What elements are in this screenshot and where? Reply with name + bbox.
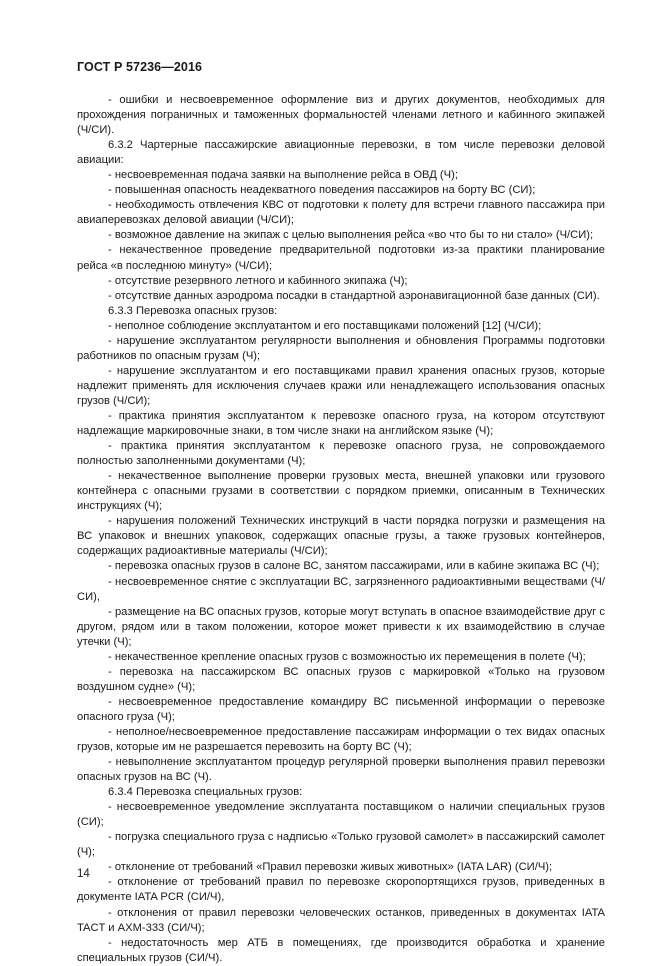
paragraph: - погрузка специального груза с надписью «Только грузовой самолет» в пассажирский самолет (Ч); [77, 831, 605, 859]
paragraph: - отклонение от требований «Правил перевозки живых животных» (IATA LAR) (СИ/Ч); [108, 861, 553, 874]
paragraph: - перевозка опасных грузов в салоне ВС, занятом пассажирами, или в кабине экипажа ВС (Ч); [108, 560, 600, 573]
paragraph: - некачественное крепление опасных грузов с возможностью их перемещения в полете (Ч); [108, 650, 586, 663]
paragraph: - практика принятия эксплуатантом к перевозке опасного груза, на котором отсутствуют надлежащие маркировочные знаки, в том числе знаки на английском языке (Ч); [77, 409, 605, 438]
paragraph: - недостаточность мер АТБ в помещениях, где производится обработка и хранение специальных грузов (СИ/Ч). [77, 936, 605, 964]
document-code-header: ГОСТ Р 57236—2016 [77, 60, 203, 74]
paragraph: - нарушение эксплуатантом и его поставщиками правил хранения опасных грузов, которые надлежит применять для исключения случаев кражи или ненадлежащего использования опасных грузов (Ч/СИ); [77, 364, 605, 407]
paragraph: - перевозка на пассажирском ВС опасных грузов с маркировкой «Только на грузовом воздушном судне» (Ч); [77, 665, 605, 693]
paragraph: - размещение на ВС опасных грузов, которые могут вступать в опасное взаимодействие друг с другом, рядом или в таком положении, которое может привести к их взаимодействию в случае утечки (Ч); [77, 605, 605, 648]
paragraph: - отсутствие данных аэродрома посадки в стандартной аэронавигационной базе данных (СИ). [108, 289, 600, 302]
paragraph: - повышенная опасность неадекватного поведения пассажиров на борту ВС (СИ); [108, 184, 536, 197]
paragraph: - необходимость отвлечения КВС от подготовки к полету для встречи главного пассажира при авиаперевозках деловой авиации (Ч/СИ); [77, 199, 605, 227]
page-number: 14 [77, 868, 90, 880]
paragraph: - неполное соблюдение эксплуатантом и его поставщиками положений [12] (Ч/СИ); [108, 319, 542, 332]
paragraph: - несвоевременная подача заявки на выполнение рейса в ОВД (Ч); [108, 169, 458, 182]
document-body [77, 93, 605, 966]
paragraph: - отклонения от правил перевозки человеческих останков, приведенных в документах IATA TACT и AXM-333 (СИ/Ч); [77, 906, 605, 934]
paragraph: - некачественное проведение предварительной подготовки из-за практики планирование рейса «в последнюю минуту» (Ч/СИ); [77, 244, 605, 272]
paragraph: - невыполнение эксплуатантом процедур регулярной проверки выполнения правил перевозки опасных грузов на ВС (Ч). [77, 756, 605, 784]
paragraph: - отсутствие резервного летного и кабинного экипажа (Ч); [108, 274, 408, 287]
paragraph: - несвоевременное уведомление эксплуатанта поставщиком о наличии специальных грузов (СИ); [77, 801, 605, 829]
paragraph: - нарушения положений Технических инструкций в части порядка погрузки и размещения на ВС упаковок и внешних упаковок, содержащих опасные грузы, а также грузовых контейнеров, содержащих радиоактивные материалы (Ч/СИ); [77, 515, 605, 558]
paragraph: - некачественное выполнение проверки грузовых места, внешней упаковки или грузового контейнера с опасными грузами в соответствии с порядком приемки, описанным в Технических инструкциях (Ч); [77, 470, 605, 513]
paragraph: - возможное давление на экипаж с целью выполнения рейса «во что бы то ни стало» (Ч/СИ); [108, 229, 594, 242]
paragraph: - неполное/несвоевременное предоставление пассажирам информации о тех видах опасных грузов, которые им не разрешается перевозить на борту ВС (Ч); [77, 725, 605, 754]
paragraph: - ошибки и несвоевременное оформление виз и других документов, необходимых для прохождения пограничных и таможенных формальностей членами летного и кабинного экипажей (Ч/СИ). [77, 94, 605, 137]
paragraph: - несвоевременное снятие с эксплуатации ВС, загрязненного радиоактивными веществами (Ч/СИ), [77, 575, 605, 603]
paragraph: 6.3.2 Чартерные пассажирские авиационные перевозки, в том числе перевозки деловой авиации: [77, 139, 605, 167]
paragraph: - практика принятия эксплуатантом к перевозке опасного груза, не сопровождаемого полностью заполненными документами (Ч); [77, 440, 605, 468]
paragraph: 6.3.4 Перевозка специальных грузов: [108, 786, 303, 799]
paragraph: 6.3.3 Перевозка опасных грузов: [108, 304, 278, 317]
paragraph: - отклонение от требований правил по перевозке скоропортящихся грузов, приведенных в документе IATA PCR (СИ/Ч), [77, 876, 605, 904]
paragraph: - нарушение эксплуатантом регулярности выполнения и обновления Программы подготовки работников по опасным грузам (Ч); [77, 334, 605, 362]
paragraph: - несвоевременное предоставление командиру ВС письменной информации о перевозке опасного груза (Ч); [77, 695, 605, 723]
